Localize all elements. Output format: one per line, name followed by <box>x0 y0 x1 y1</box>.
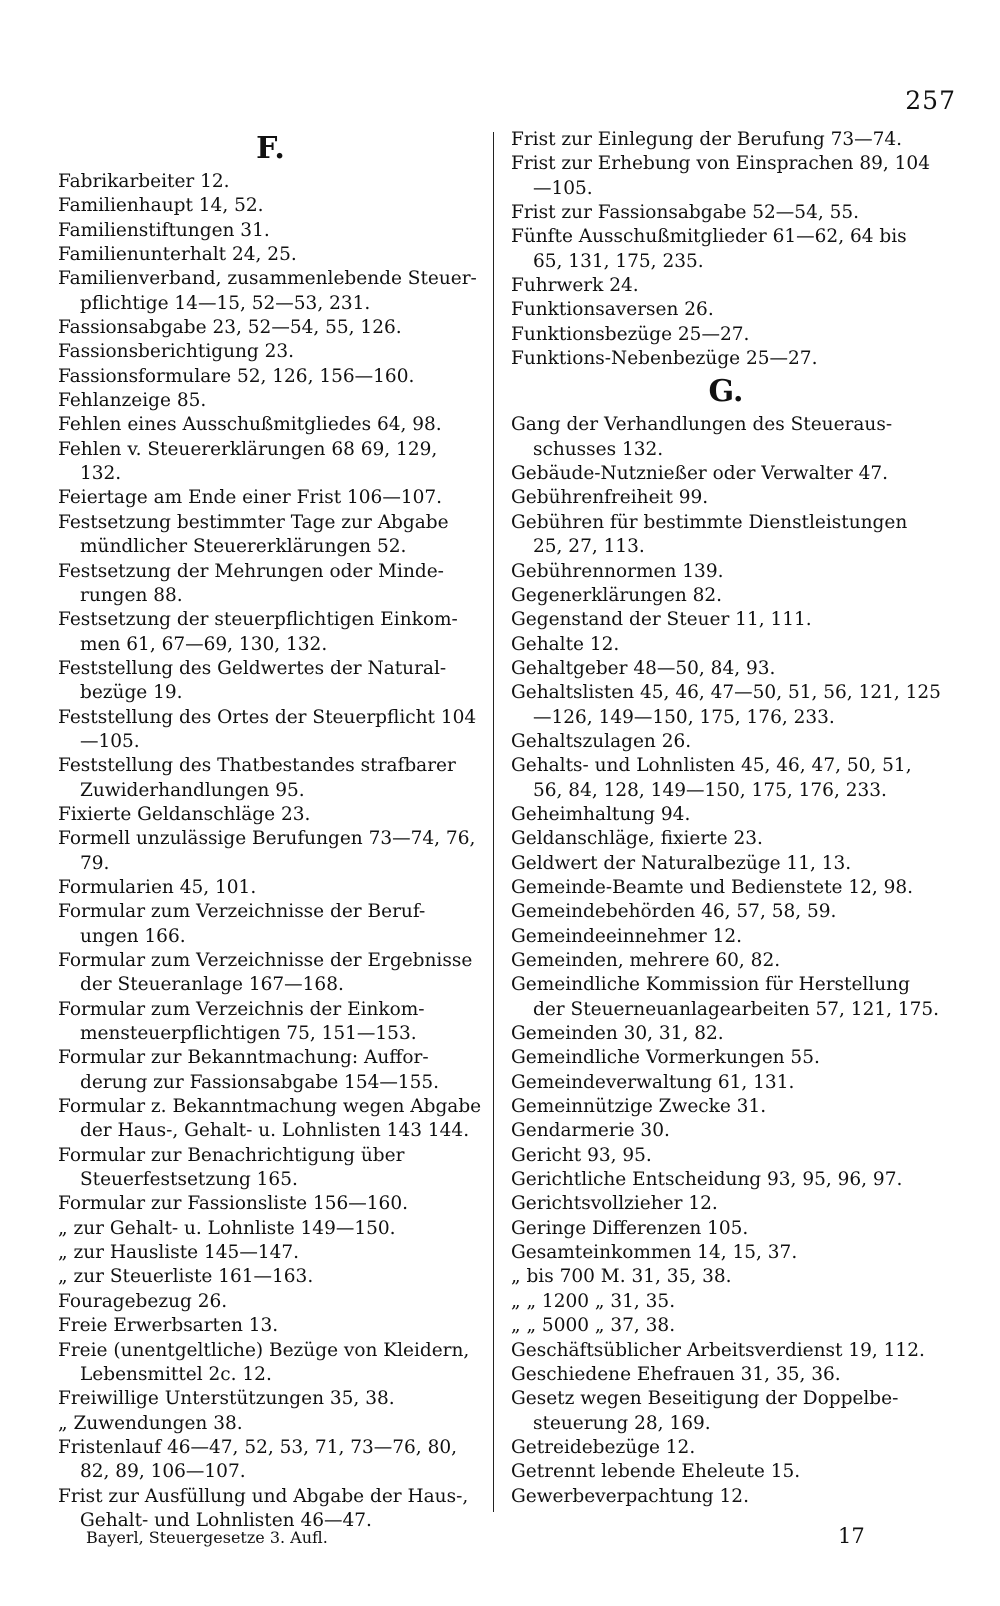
index-entry: Fehlen eines Ausschußmitgliedes 64, 98. <box>58 414 442 436</box>
index-entry: „ „ 1200 „ 31, 35. <box>511 1290 676 1312</box>
index-entry: Formular zum Verzeichnisse der Ergebnisse der Steueranlage 167—168. <box>58 950 473 996</box>
index-entry: Familienhaupt 14, 52. <box>58 195 264 217</box>
index-entry: Gegenerklärungen 82. <box>511 584 723 606</box>
index-entry: Gerichtliche Entscheidung 93, 95, 96, 97. <box>511 1169 903 1191</box>
left-column <box>58 128 483 1533</box>
index-entry: Fristenlauf 46—47, 52, 53, 71, 73—76, 80, 82, 89, 106—107. <box>58 1436 457 1483</box>
index-entry: Gewerbeverpachtung 12. <box>511 1485 749 1507</box>
footer-book-title: Bayerl, Steuergesetze 3. Aufl. <box>86 1528 328 1547</box>
index-entry: Gehalts- und Lohnlisten 45, 46, 47, 50, 51, 56, 84, 128, 149—150, 175, 176, 233. <box>511 755 912 801</box>
index-entry: Feststellung des Thatbestandes strafbarer Zuwiderhandlungen 95. <box>58 755 456 801</box>
index-entry: Gesamteinkommen 14, 15, 37. <box>511 1242 798 1264</box>
page-number: 257 <box>905 86 956 115</box>
index-entry: Getreidebezüge 12. <box>511 1436 696 1458</box>
index-entry: Festsetzung der steuerpflichtigen Einkom- men 61, 67—69, 130, 132. <box>58 609 458 655</box>
index-entry: Gendarmerie 30. <box>511 1120 670 1142</box>
index-entry: Freie (unentgeltliche) Bezüge von Kleidern, Lebensmittel 2c. 12. <box>58 1339 470 1385</box>
index-entry: Formularien 45, 101. <box>58 876 257 898</box>
index-entry: Gegenstand der Steuer 11, 111. <box>511 609 812 631</box>
index-entry: Gebäude-Nutznießer oder Verwalter 47. <box>511 463 889 485</box>
index-entry: Familienstiftungen 31. <box>58 219 270 241</box>
footer-signature: 17 <box>838 1524 865 1548</box>
index-entry: Gemeinnützige Zwecke 31. <box>511 1096 767 1118</box>
index-entry: Fünfte Ausschußmitglieder 61—62, 64 bis 65, 131, 175, 235. <box>511 226 907 272</box>
index-entry: Fixierte Geldanschläge 23. <box>58 803 311 825</box>
index-entry: Formular zur Bekanntmachung: Auffor- derung zur Fassionsabgabe 154—155. <box>58 1047 440 1093</box>
index-entry: Gerichtsvollzieher 12. <box>511 1193 718 1215</box>
index-entry: Funktions-Nebenbezüge 25—27. <box>511 348 818 370</box>
index-entry: Fassionsformulare 52, 126, 156—160. <box>58 365 415 387</box>
index-entry: Formular zum Verzeichnis der Einkom- mensteuerpflichtigen 75, 151—153. <box>58 998 425 1045</box>
index-entry: Gemeindeverwaltung 61, 131. <box>511 1071 795 1093</box>
index-entry: Fuhrwerk 24. <box>511 275 639 297</box>
index-entry: „ zur Steuerliste 161—163. <box>58 1266 314 1288</box>
right-entries-after <box>511 413 941 1508</box>
index-entry: Feststellung des Geldwertes der Natural- bezüge 19. <box>58 657 447 704</box>
right-entries-before <box>511 128 941 371</box>
index-entry: Geheimhaltung 94. <box>511 803 691 825</box>
index-entry: „ zur Hausliste 145—147. <box>58 1242 300 1264</box>
index-entry: „ bis 700 M. 31, 35, 38. <box>511 1266 732 1288</box>
index-entry: Gericht 93, 95. <box>511 1144 652 1166</box>
index-entry: Gesetz wegen Beseitigung der Doppelbe- steuerung 28, 169. <box>511 1388 899 1434</box>
index-entry: Formell unzulässige Berufungen 73—74, 76, 79. <box>58 828 476 874</box>
index-entry: Gebührennormen 139. <box>511 560 724 582</box>
index-entry: Gehaltslisten 45, 46, 47—50, 51, 56, 121, 125—126, 149—150, 175, 176, 233. <box>511 682 941 728</box>
index-entry: Gemeindeeinnehmer 12. <box>511 925 743 947</box>
index-entry: Gemeinden 30, 31, 82. <box>511 1023 724 1045</box>
index-entry: Familienunterhalt 24, 25. <box>58 244 297 266</box>
index-entry: Gemeinden, mehrere 60, 82. <box>511 950 781 971</box>
index-entry: Frist zur Einlegung der Berufung 73—74. <box>511 129 903 150</box>
index-entry: Familienverband, zusammenlebende Steuer- pflichtige 14—15, 52—53, 231. <box>58 268 477 314</box>
index-entry: Frist zur Erhebung von Einsprachen 89, 104—105. <box>511 153 930 199</box>
index-entry: Frist zur Ausfüllung und Abgabe der Haus-, Gehalt- und Lohnlisten 46—47. <box>58 1485 469 1531</box>
index-entry: Gemeinde-Beamte und Bedienstete 12, 98. <box>511 876 914 898</box>
index-entry: Gehaltgeber 48—50, 84, 93. <box>511 657 776 679</box>
index-entry: „ Zuwendungen 38. <box>58 1412 243 1434</box>
index-entry: Getrennt lebende Eheleute 15. <box>511 1461 801 1483</box>
index-entry: Gemeindebehörden 46, 57, 58, 59. <box>511 901 837 923</box>
index-entry: Funktionsaversen 26. <box>511 299 714 321</box>
index-entry: Geldanschläge, fixierte 23. <box>511 828 763 850</box>
right-column <box>511 128 941 1509</box>
index-entry: Gemeindliche Kommission für Herstellung der Steuerneuanlagearbeiten 57, 121, 175. <box>511 974 940 1020</box>
index-entry: Geringe Differenzen 105. <box>511 1217 749 1239</box>
index-entry: Feiertage am Ende einer Frist 106—107. <box>58 487 443 509</box>
index-entry: Formular zur Benachrichtigung über Steuerfestsetzung 165. <box>58 1144 405 1191</box>
index-entry: Fehlanzeige 85. <box>58 390 207 412</box>
index-entry: Feststellung des Ortes der Steuerpflicht 104—105. <box>58 706 477 752</box>
index-entry: Fehlen v. Steuererklärungen 68 69, 129, 132. <box>58 438 438 485</box>
index-entry: Gang der Verhandlungen des Steueraus- schusses 132. <box>511 414 893 460</box>
index-entry: Fouragebezug 26. <box>58 1290 228 1312</box>
index-entry: Fassionsberichtigung 23. <box>58 341 295 363</box>
index-entry: Gehalte 12. <box>511 633 620 655</box>
index-entry: Freie Erwerbsarten 13. <box>58 1315 279 1337</box>
index-entry: Gebührenfreiheit 99. <box>511 487 709 509</box>
index-entry: Frist zur Fassionsabgabe 52—54, 55. <box>511 202 860 224</box>
index-entry: Formular z. Bekanntmachung wegen Abgabe der Haus-, Gehalt- u. Lohnlisten 143 144. <box>58 1096 482 1142</box>
index-entry: Formular zum Verzeichnisse der Beruf- ungen 166. <box>58 901 426 947</box>
index-entry: „ „ 5000 „ 37, 38. <box>511 1315 676 1337</box>
index-entry: Fabrikarbeiter 12. <box>58 171 230 192</box>
index-entry: Gemeindliche Vormerkungen 55. <box>511 1047 820 1069</box>
index-entry: Formular zur Fassionsliste 156—160. <box>58 1193 408 1215</box>
index-entry: Festsetzung der Mehrungen oder Minde- rungen 88. <box>58 560 444 606</box>
column-divider <box>493 132 494 1512</box>
index-entry: Gebühren für bestimmte Dienstleistungen 25, 27, 113. <box>511 511 908 558</box>
index-entry: Freiwillige Unterstützungen 35, 38. <box>58 1388 395 1410</box>
index-entry: Gehaltszulagen 26. <box>511 730 692 752</box>
index-entry: Fassionsabgabe 23, 52—54, 55, 126. <box>58 317 402 339</box>
index-entry: Festsetzung bestimmter Tage zur Abgabe mündlicher Steuererklärungen 52. <box>58 511 449 558</box>
index-entry: Geschiedene Ehefrauen 31, 35, 36. <box>511 1363 841 1385</box>
index-entry: Geschäftsüblicher Arbeitsverdienst 19, 112. <box>511 1339 925 1361</box>
index-entry: „ zur Gehalt- u. Lohnliste 149—150. <box>58 1217 396 1239</box>
left-entries <box>58 170 483 1533</box>
index-entry: Geldwert der Naturalbezüge 11, 13. <box>511 852 852 874</box>
section-letter-g: G. <box>708 374 744 410</box>
section-letter-f: F. <box>256 131 285 166</box>
index-entry: Funktionsbezüge 25—27. <box>511 323 750 345</box>
